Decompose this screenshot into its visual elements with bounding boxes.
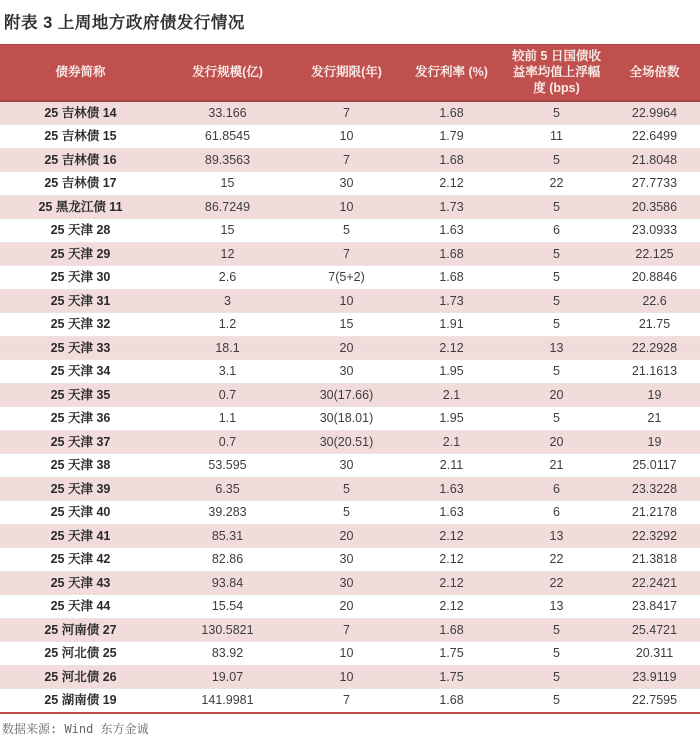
value-cell: 6	[504, 501, 609, 525]
value-cell: 7	[294, 148, 399, 172]
value-cell: 20	[504, 383, 609, 407]
table-row	[0, 242, 700, 266]
value-cell: 93.84	[161, 571, 294, 595]
value-cell: 2.11	[399, 454, 504, 478]
value-cell: 21.3818	[609, 548, 700, 572]
value-cell: 25.0117	[609, 454, 700, 478]
column-header-3: 发行利率 (%)	[399, 45, 504, 101]
value-cell: 6	[504, 477, 609, 501]
value-cell: 1.79	[399, 125, 504, 149]
value-cell: 19.07	[161, 665, 294, 689]
table-row	[0, 501, 700, 525]
value-cell: 5	[504, 148, 609, 172]
value-cell: 10	[294, 125, 399, 149]
value-cell: 13	[504, 524, 609, 548]
value-cell: 5	[504, 266, 609, 290]
table-row	[0, 266, 700, 290]
value-cell: 6.35	[161, 477, 294, 501]
value-cell: 5	[504, 407, 609, 431]
value-cell: 83.92	[161, 642, 294, 666]
value-cell: 1.2	[161, 313, 294, 337]
value-cell: 1.73	[399, 289, 504, 313]
value-cell: 2.12	[399, 336, 504, 360]
value-cell: 2.6	[161, 266, 294, 290]
value-cell: 2.1	[399, 383, 504, 407]
value-cell: 89.3563	[161, 148, 294, 172]
value-cell: 86.7249	[161, 195, 294, 219]
bond-name-cell: 25 天津 36	[0, 407, 161, 431]
value-cell: 0.7	[161, 383, 294, 407]
value-cell: 1.63	[399, 501, 504, 525]
value-cell: 1.91	[399, 313, 504, 337]
table-row	[0, 148, 700, 172]
value-cell: 30(18.01)	[294, 407, 399, 431]
value-cell: 30	[294, 454, 399, 478]
value-cell: 1.75	[399, 642, 504, 666]
value-cell: 1.68	[399, 266, 504, 290]
bond-issuance-table	[0, 44, 700, 714]
column-header-4: 较前 5 日国债收益率均值上浮幅度 (bps)	[504, 45, 609, 101]
table-row	[0, 665, 700, 689]
table-row	[0, 407, 700, 431]
value-cell: 11	[504, 125, 609, 149]
value-cell: 1.95	[399, 360, 504, 384]
value-cell: 5	[294, 477, 399, 501]
value-cell: 0.7	[161, 430, 294, 454]
value-cell: 5	[504, 689, 609, 713]
table-title: 附表 3 上周地方政府债发行情况	[4, 14, 245, 32]
value-cell: 3.1	[161, 360, 294, 384]
bond-name-cell: 25 天津 31	[0, 289, 161, 313]
value-cell: 20	[294, 336, 399, 360]
table-row	[0, 524, 700, 548]
value-cell: 15	[294, 313, 399, 337]
value-cell: 3	[161, 289, 294, 313]
value-cell: 7	[294, 689, 399, 713]
table-body	[0, 101, 700, 713]
value-cell: 22.2928	[609, 336, 700, 360]
value-cell: 2.12	[399, 172, 504, 196]
value-cell: 2.12	[399, 571, 504, 595]
bond-name-cell: 25 黑龙江债 11	[0, 195, 161, 219]
table-row	[0, 195, 700, 219]
value-cell: 1.68	[399, 242, 504, 266]
value-cell: 85.31	[161, 524, 294, 548]
bond-name-cell: 25 天津 30	[0, 266, 161, 290]
value-cell: 23.0933	[609, 219, 700, 243]
value-cell: 33.166	[161, 101, 294, 125]
bond-name-cell: 25 湖南债 19	[0, 689, 161, 713]
table-row	[0, 383, 700, 407]
value-cell: 5	[294, 219, 399, 243]
bond-name-cell: 25 天津 34	[0, 360, 161, 384]
table-row	[0, 454, 700, 478]
table-row	[0, 689, 700, 713]
value-cell: 21.1613	[609, 360, 700, 384]
value-cell: 1.68	[399, 148, 504, 172]
bond-name-cell: 25 河南债 27	[0, 618, 161, 642]
column-header-1: 发行规模(亿)	[161, 45, 294, 101]
column-header-0: 债券简称	[0, 45, 161, 101]
value-cell: 53.595	[161, 454, 294, 478]
value-cell: 19	[609, 430, 700, 454]
value-cell: 21.75	[609, 313, 700, 337]
value-cell: 7(5+2)	[294, 266, 399, 290]
bond-name-cell: 25 天津 35	[0, 383, 161, 407]
value-cell: 25.4721	[609, 618, 700, 642]
value-cell: 30	[294, 548, 399, 572]
value-cell: 1.68	[399, 618, 504, 642]
value-cell: 30(17.66)	[294, 383, 399, 407]
value-cell: 21.2178	[609, 501, 700, 525]
bond-name-cell: 25 天津 39	[0, 477, 161, 501]
table-row	[0, 360, 700, 384]
value-cell: 22.125	[609, 242, 700, 266]
value-cell: 10	[294, 642, 399, 666]
value-cell: 27.7733	[609, 172, 700, 196]
value-cell: 22.9964	[609, 101, 700, 125]
value-cell: 1.63	[399, 219, 504, 243]
value-cell: 5	[504, 360, 609, 384]
value-cell: 30	[294, 571, 399, 595]
value-cell: 39.283	[161, 501, 294, 525]
value-cell: 20	[294, 595, 399, 619]
value-cell: 15	[161, 172, 294, 196]
table-row	[0, 430, 700, 454]
bond-name-cell: 25 天津 32	[0, 313, 161, 337]
value-cell: 19	[609, 383, 700, 407]
bond-name-cell: 25 天津 29	[0, 242, 161, 266]
value-cell: 30(20.51)	[294, 430, 399, 454]
table-row	[0, 313, 700, 337]
table-row	[0, 101, 700, 125]
value-cell: 5	[504, 642, 609, 666]
table-header	[0, 45, 700, 101]
bond-name-cell: 25 天津 37	[0, 430, 161, 454]
value-cell: 5	[504, 195, 609, 219]
value-cell: 23.8417	[609, 595, 700, 619]
table-row	[0, 219, 700, 243]
value-cell: 1.73	[399, 195, 504, 219]
value-cell: 10	[294, 289, 399, 313]
value-cell: 21.8048	[609, 148, 700, 172]
value-cell: 6	[504, 219, 609, 243]
value-cell: 5	[504, 101, 609, 125]
table-row	[0, 595, 700, 619]
value-cell: 2.12	[399, 524, 504, 548]
bond-name-cell: 25 天津 28	[0, 219, 161, 243]
value-cell: 21	[609, 407, 700, 431]
bond-name-cell: 25 河北债 26	[0, 665, 161, 689]
value-cell: 5	[504, 242, 609, 266]
value-cell: 30	[294, 172, 399, 196]
value-cell: 12	[161, 242, 294, 266]
bond-name-cell: 25 天津 42	[0, 548, 161, 572]
table-row	[0, 571, 700, 595]
value-cell: 10	[294, 665, 399, 689]
column-header-2: 发行期限(年)	[294, 45, 399, 101]
value-cell: 7	[294, 618, 399, 642]
value-cell: 2.1	[399, 430, 504, 454]
table-row	[0, 336, 700, 360]
bond-name-cell: 25 天津 33	[0, 336, 161, 360]
value-cell: 5	[504, 618, 609, 642]
value-cell: 22	[504, 548, 609, 572]
value-cell: 22.6499	[609, 125, 700, 149]
bond-name-cell: 25 吉林债 14	[0, 101, 161, 125]
bond-name-cell: 25 吉林债 15	[0, 125, 161, 149]
value-cell: 20.8846	[609, 266, 700, 290]
value-cell: 20.3586	[609, 195, 700, 219]
bond-name-cell: 25 天津 38	[0, 454, 161, 478]
table-row	[0, 125, 700, 149]
bond-name-cell: 25 吉林债 17	[0, 172, 161, 196]
value-cell: 30	[294, 360, 399, 384]
value-cell: 1.68	[399, 689, 504, 713]
value-cell: 5	[504, 665, 609, 689]
value-cell: 141.9981	[161, 689, 294, 713]
value-cell: 7	[294, 242, 399, 266]
bond-name-cell: 25 天津 44	[0, 595, 161, 619]
table-row	[0, 477, 700, 501]
bond-name-cell: 25 天津 40	[0, 501, 161, 525]
value-cell: 61.8545	[161, 125, 294, 149]
table-row	[0, 289, 700, 313]
header-row	[0, 45, 700, 101]
value-cell: 10	[294, 195, 399, 219]
column-header-5: 全场倍数	[609, 45, 700, 101]
value-cell: 5	[504, 313, 609, 337]
table-row	[0, 548, 700, 572]
value-cell: 13	[504, 595, 609, 619]
bond-name-cell: 25 天津 43	[0, 571, 161, 595]
value-cell: 5	[294, 501, 399, 525]
value-cell: 1.68	[399, 101, 504, 125]
value-cell: 18.1	[161, 336, 294, 360]
value-cell: 15	[161, 219, 294, 243]
value-cell: 22.2421	[609, 571, 700, 595]
table-row	[0, 618, 700, 642]
value-cell: 130.5821	[161, 618, 294, 642]
value-cell: 20.311	[609, 642, 700, 666]
value-cell: 23.3228	[609, 477, 700, 501]
bond-name-cell: 25 天津 41	[0, 524, 161, 548]
value-cell: 20	[504, 430, 609, 454]
value-cell: 23.9119	[609, 665, 700, 689]
value-cell: 22	[504, 172, 609, 196]
value-cell: 7	[294, 101, 399, 125]
value-cell: 1.95	[399, 407, 504, 431]
value-cell: 1.1	[161, 407, 294, 431]
value-cell: 5	[504, 289, 609, 313]
table-row	[0, 642, 700, 666]
value-cell: 22	[504, 571, 609, 595]
value-cell: 15.54	[161, 595, 294, 619]
value-cell: 20	[294, 524, 399, 548]
value-cell: 2.12	[399, 548, 504, 572]
value-cell: 22.7595	[609, 689, 700, 713]
value-cell: 22.3292	[609, 524, 700, 548]
bond-name-cell: 25 吉林债 16	[0, 148, 161, 172]
value-cell: 2.12	[399, 595, 504, 619]
value-cell: 21	[504, 454, 609, 478]
value-cell: 1.63	[399, 477, 504, 501]
value-cell: 1.75	[399, 665, 504, 689]
table-row	[0, 172, 700, 196]
data-source: 数据来源: Wind 东方金诚	[2, 721, 149, 736]
value-cell: 13	[504, 336, 609, 360]
value-cell: 22.6	[609, 289, 700, 313]
value-cell: 82.86	[161, 548, 294, 572]
bond-name-cell: 25 河北债 25	[0, 642, 161, 666]
